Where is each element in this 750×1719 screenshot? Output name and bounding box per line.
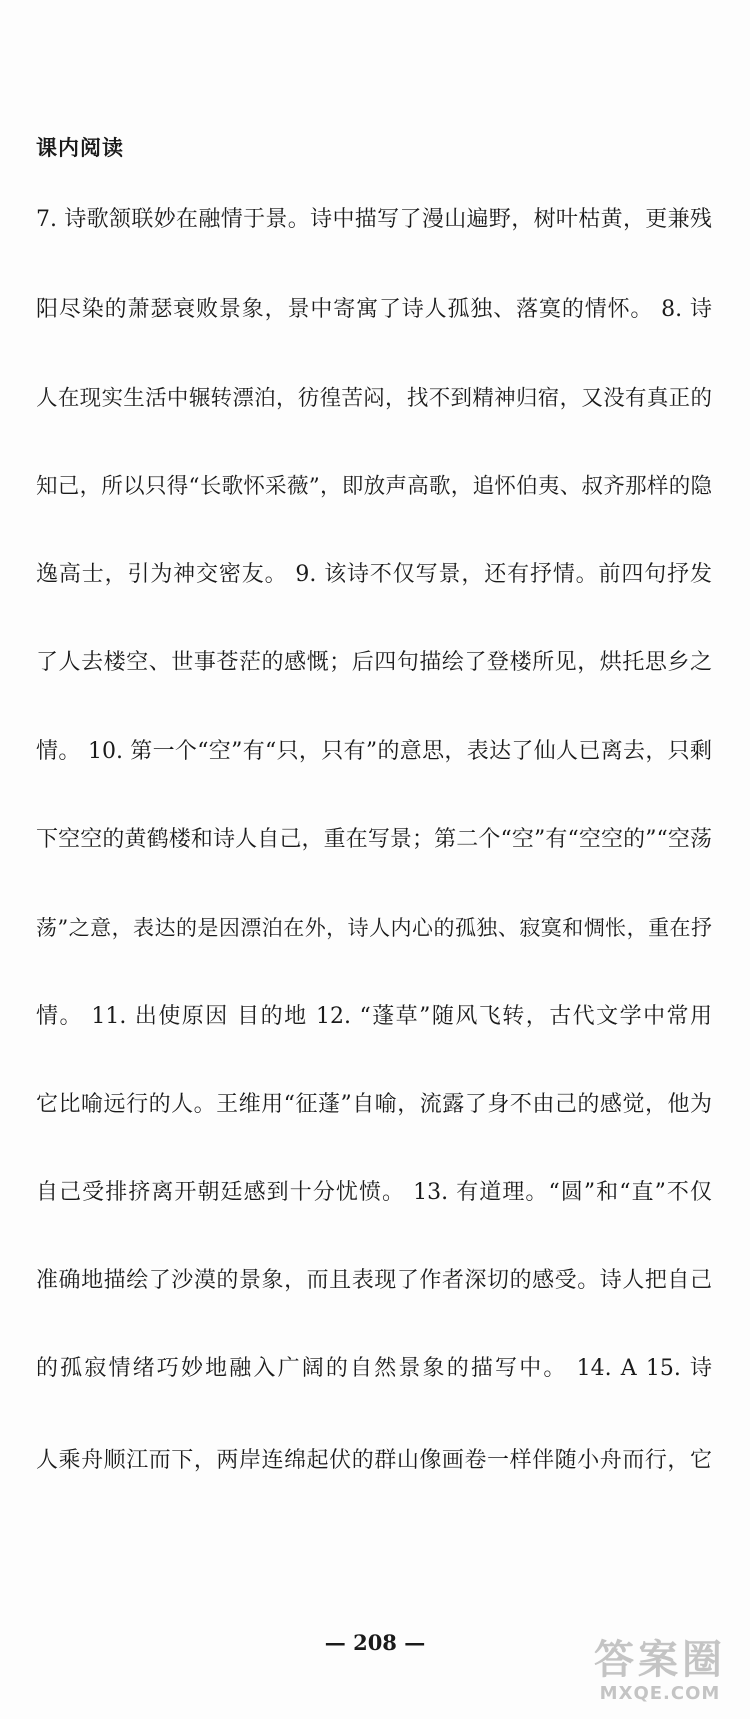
text-line: 逸高士，引为神交密友。 9. 该诗不仅写景，还有抒情。前四句抒发 — [36, 562, 712, 587]
text-line: 7. 诗歌颔联妙在融情于景。诗中描写了漫山遍野，树叶枯黄，更兼残 — [36, 207, 712, 232]
text-line: 荡”之意，表达的是因漂泊在外，诗人内心的孤独、寂寞和惆怅，重在抒 — [36, 916, 712, 940]
text-line: 了人去楼空、世事苍茫的感慨；后四句描绘了登楼所见，烘托思乡之 — [36, 650, 712, 675]
section-title: 课内阅读 — [36, 136, 124, 160]
text-line: 情。 10. 第一个“空”有“只，只有”的意思，表达了仙人已离去，只剩 — [36, 739, 712, 764]
text-line: 的孤寂情绪巧妙地融入广阔的自然景象的描写中。 14. A 15. 诗 — [36, 1356, 712, 1381]
text-line: 准确地描绘了沙漠的景象，而且表现了作者深切的感受。诗人把自己 — [36, 1268, 712, 1293]
watermark-url: MXQE.COM — [599, 1683, 721, 1704]
text-line: 它比喻远行的人。王维用“征蓬”自喻，流露了身不由己的感觉，他为 — [36, 1092, 712, 1117]
text-line: 情。 11. 出使原因 目的地 12. “蓬草”随风飞转，古代文学中常用 — [36, 1004, 712, 1029]
text-line: 阳尽染的萧瑟衰败景象，景中寄寓了诗人孤独、落寞的情怀。 8. 诗 — [36, 297, 712, 322]
text-line: 人乘舟顺江而下，两岸连绵起伏的群山像画卷一样伴随小舟而行，它 — [36, 1448, 712, 1473]
text-line: 知己，所以只得“长歌怀采薇”，即放声高歌，追怀伯夷、叔齐那样的隐 — [36, 474, 712, 499]
page-number: — 208 — — [324, 1630, 426, 1655]
text-line: 人在现实生活中辗转漂泊，彷徨苦闷，找不到精神归宿，又没有真正的 — [36, 386, 712, 411]
watermark-logo — [580, 1637, 740, 1711]
watermark-text: 答案圈 — [594, 1637, 726, 1683]
text-line: 下空空的黄鹤楼和诗人自己，重在写景；第二个“空”有“空空的”“空荡 — [36, 827, 712, 852]
text-line: 自己受排挤离开朝廷感到十分忧愤。 13. 有道理。“圆”和“直”不仅 — [36, 1180, 712, 1205]
